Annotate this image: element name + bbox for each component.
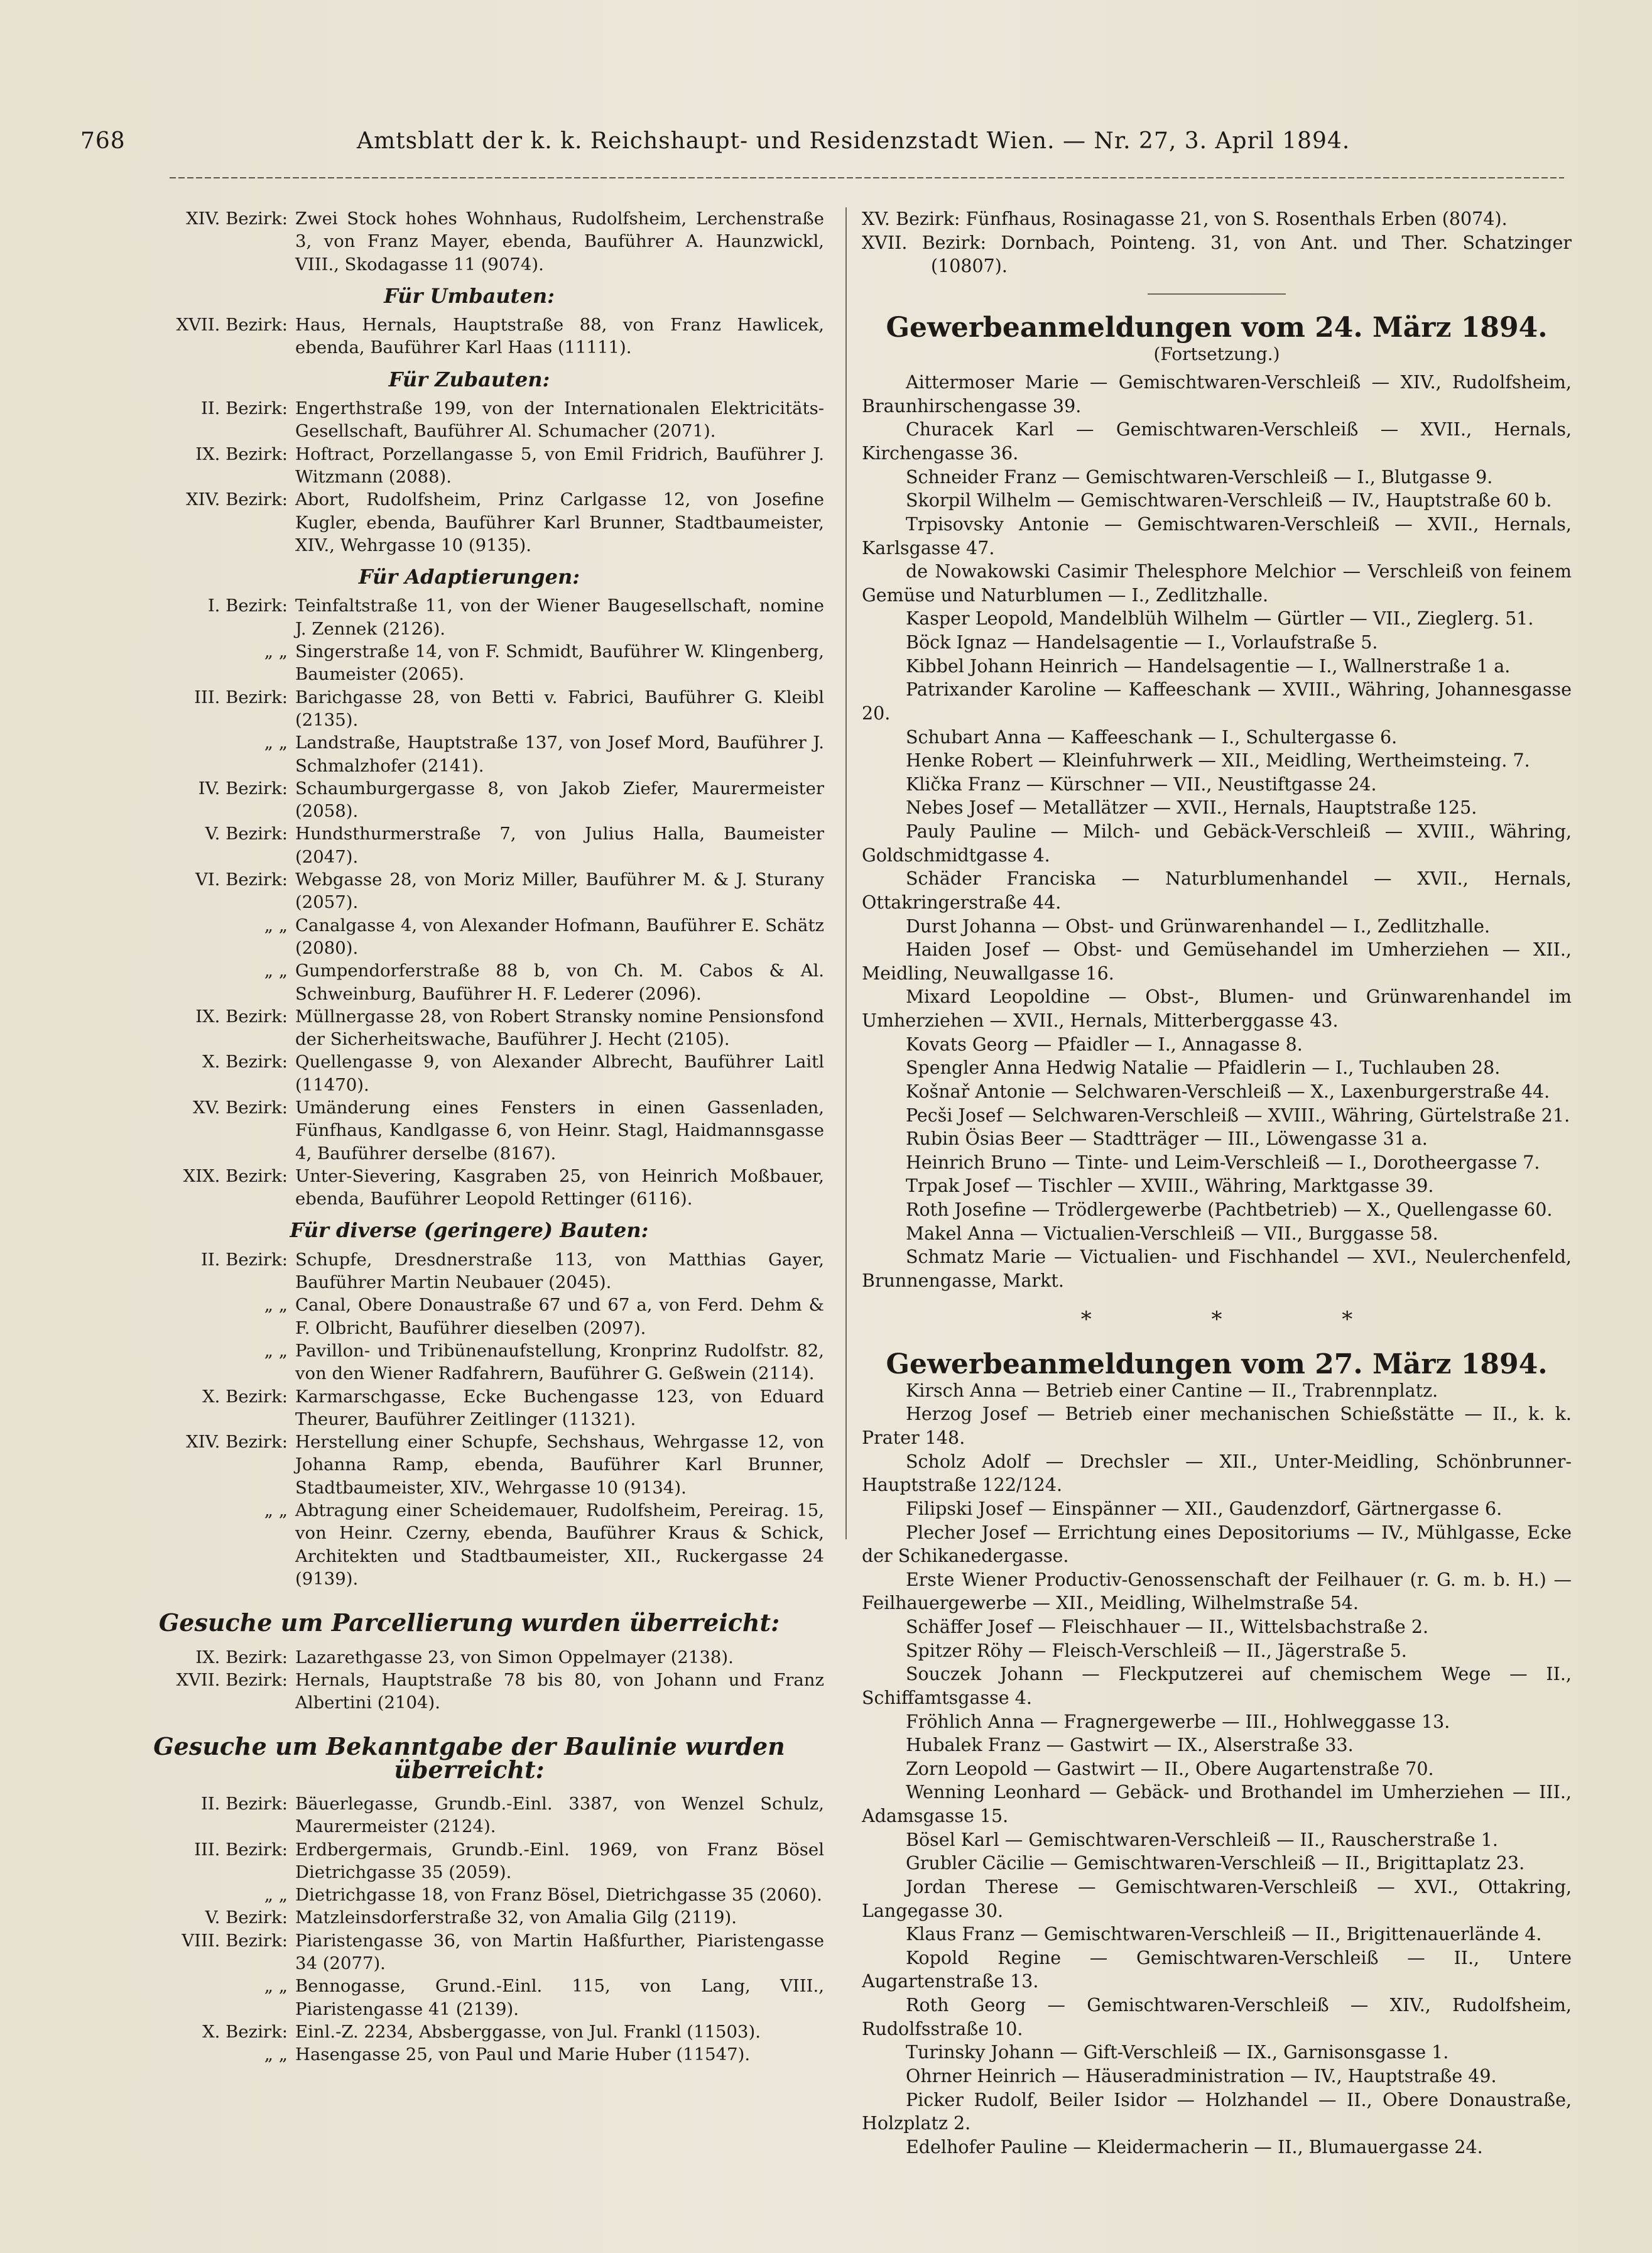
permit-entry — [114, 1294, 824, 1339]
district-label: „ „ — [264, 1295, 288, 1316]
separator-stars: * * * — [1080, 1306, 1410, 1332]
section-heading: Für Adaptierungen: — [358, 565, 580, 589]
registration-entry: Kopold Regine — Gemischtwaren-Verschleiß — II., Untere Augartenstraße 13. — [862, 1947, 1572, 1992]
entry-text: Webgasse 28, von Moriz Miller, Bauführer M. & J. Sturany (2057). — [295, 870, 824, 913]
permit-entry — [114, 731, 824, 777]
permit-entry — [114, 1431, 824, 1499]
permit-entry — [114, 1646, 824, 1669]
permit-entry: XVII. Bezirk: Dornbach, Pointeng. 31, von Ant. und Ther. Schatzinger (10807). — [862, 232, 1572, 277]
permit-entry — [114, 207, 824, 276]
registration-entry: Schäder Franciska — Naturblumenhandel — XVII., Hernals, Ottakringerstraße 44. — [862, 868, 1572, 913]
permit-entry — [114, 1929, 824, 1975]
permit-entry — [114, 1906, 824, 1929]
entry-text: Singerstraße 14, von F. Schmidt, Bauführer W. Klingenberg, Baumeister (2065). — [295, 641, 824, 685]
entry-text: Teinfaltstraße 11, von der Wiener Baugesellschaft, nomine J. Zennek (2126). — [295, 596, 824, 639]
entry-text: Bäuerlegasse, Grundb.-Einl. 3387, von Wenzel Schulz, Maurermeister (2124). — [295, 1794, 824, 1837]
entry-text: Engerthstraße 199, von der Internationalen Elektricitäts-Gesellschaft, Bauführer Al. Schumacher (2071). — [295, 398, 824, 442]
permit-entry — [114, 594, 824, 640]
registrations-subtitle: (Fortsetzung.) — [1153, 343, 1280, 364]
registration-entry: Kovats Georg — Pfaidler — I., Annagasse 8. — [906, 1034, 1303, 1055]
registration-entry: Filipski Josef — Einspänner — XII., Gaudenzdorf, Gärtnergasse 6. — [906, 1498, 1503, 1519]
district-label: XVII. Bezirk: — [176, 315, 288, 335]
registration-entry: Roth Georg — Gemischtwaren-Verschleiß — XIV., Rudolfsheim, Rudolfsstraße 10. — [862, 1995, 1572, 2039]
permit-entry — [114, 1248, 824, 1294]
registration-entry: Klička Franz — Kürschner — VII., Neustiftgasse 24. — [906, 773, 1377, 795]
right-column — [862, 207, 1572, 2159]
registration-entry: Churacek Karl — Gemischtwaren-Verschleiß — XVII., Hernals, Kirchengasse 36. — [862, 419, 1572, 464]
permit-entry — [114, 1884, 824, 1906]
permit-entry — [114, 868, 824, 914]
permit-entry — [114, 1499, 824, 1590]
district-label: III. Bezirk: — [194, 687, 288, 707]
district-label: „ „ — [264, 1885, 288, 1906]
entry-text: Lazarethgasse 23, von Simon Oppelmayer (2138). — [295, 1647, 734, 1667]
section-heading: Für Zubauten: — [388, 367, 550, 391]
entry-text: Schaumburgergasse 8, von Jakob Ziefer, Maurermeister (2058). — [295, 778, 824, 822]
entry-text: Matzleinsdorferstraße 32, von Amalia Gilg (2119). — [295, 1907, 737, 1928]
permit-entry — [114, 314, 824, 359]
entry-text: Hernals, Hauptstraße 78 bis 80, von Johann und Franz Albertini (2104). — [295, 1669, 824, 1713]
district-label: V. Bezirk: — [205, 1907, 288, 1928]
district-label: XVII. Bezirk: — [176, 1669, 288, 1690]
registration-entry: Jordan Therese — Gemischtwaren-Verschleiß — XVI., Ottakring, Langegasse 30. — [862, 1876, 1572, 1921]
district-label: „ „ — [264, 1340, 288, 1361]
registrations-heading: Gewerbeanmeldungen vom 27. März 1894. — [886, 1348, 1548, 1381]
permit-entry — [114, 959, 824, 1005]
registration-entry: Kirsch Anna — Betrieb einer Cantine — II., Trabrennplatz. — [906, 1380, 1438, 1401]
entry-text: Bennogasse, Grund.-Einl. 115, von Lang, VIII., Piaristengasse 41 (2139). — [295, 1976, 824, 2019]
registration-entry: Mixard Leopoldine — Obst-, Blumen- und Grünwarenhandel im Umherziehen — XVII., Hernals, Mitterberggasse 43. — [862, 986, 1572, 1031]
registration-entry: Trpisovsky Antonie — Gemischtwaren-Verschleiß — XVII., Hernals, Karlsgasse 47. — [862, 513, 1572, 559]
section-heading: Für Umbauten: — [384, 283, 555, 308]
entry-text: Umänderung eines Fensters in einen Gassenladen, Fünfhaus, Kandlgasse 6, von Heinr. Stagl, Haidmannsgasse 4, Bauführer derselbe (8167). — [295, 1097, 824, 1164]
district-label: XIV. Bezirk: — [186, 489, 288, 510]
permit-entry — [114, 1792, 824, 1838]
entry-text: Canalgasse 4, von Alexander Hofmann, Bauführer E. Schätz (2080). — [295, 915, 824, 958]
registration-entry: Souczek Johann — Fleckputzerei auf chemischem Wege — II., Schiffamtsgasse 4. — [862, 1664, 1572, 1708]
entry-text: Pavillon- und Tribünenaufstellung, Kronprinz Rudolfstr. 82, von den Wiener Radfahrern, Bauführer G. Geßwein (2114). — [295, 1340, 824, 1384]
entry-text: Abtragung einer Scheidemauer, Rudolfsheim, Pereirag. 15, von Heinr. Czerny, ebenda, Bauführer Kraus & Schick, Architekten und Stadtbaumeister, XII., Ruckergasse 24 (9139). — [295, 1500, 824, 1589]
permit-entry — [114, 397, 824, 443]
permit-entry — [114, 2043, 824, 2066]
registration-entry: Skorpil Wilhelm — Gemischtwaren-Verschleiß — IV., Hauptstraße 60 b. — [906, 490, 1552, 511]
registration-entry: Picker Rudolf, Beiler Isidor — Holzhandel — II., Obere Donaustraße, Holzplatz 2. — [862, 2089, 1572, 2134]
entry-text: Einl.-Z. 2234, Absberggasse, von Jul. Frankl (11503). — [295, 2021, 761, 2042]
registration-entry: Ohrner Heinrich — Häuseradministration — IV., Hauptstraße 49. — [906, 2065, 1497, 2087]
registration-entry: Henke Robert — Kleinfuhrwerk — XII., Meidling, Wertheimsteing. 7. — [906, 750, 1530, 772]
permit-entry — [114, 1975, 824, 2021]
district-label: III. Bezirk: — [194, 1839, 288, 1860]
registration-entry: Böck Ignaz — Handelsagentie — I., Vorlaufstraße 5. — [906, 632, 1378, 653]
district-label: „ „ — [264, 1500, 288, 1521]
entry-text: Landstraße, Hauptstraße 137, von Josef Mord, Bauführer J. Schmalzhofer (2141). — [295, 733, 824, 776]
permit-entry — [114, 822, 824, 868]
registration-entry: Fröhlich Anna — Fragnergewerbe — III., Hohlweggasse 13. — [906, 1711, 1450, 1732]
registration-entry: Pecši Josef — Selchwaren-Verschleiß — XVIII., Währing, Gürtelstraße 21. — [906, 1105, 1570, 1126]
district-label: I. Bezirk: — [207, 596, 288, 616]
registration-entry: Spitzer Röhy — Fleisch-Verschleiß — II., Jägerstraße 5. — [906, 1640, 1407, 1661]
registration-entry: Scholz Adolf — Drechsler — XII., Unter-Meidling, Schönbrunner-Hauptstraße 122/124. — [862, 1451, 1572, 1496]
registration-entry: Grubler Cäcilie — Gemischtwaren-Verschleiß — II., Brigittaplatz 23. — [906, 1853, 1525, 1874]
permit-entry — [114, 2021, 824, 2043]
registration-entry: Roth Josefine — Trödlergewerbe (Pachtbetrieb) — X., Quellengasse 60. — [906, 1199, 1553, 1220]
district-label: XIV. Bezirk: — [186, 1432, 288, 1453]
district-label: „ „ — [264, 2044, 288, 2065]
registration-entry: Zorn Leopold — Gastwirt — II., Obere Augartenstraße 70. — [906, 1758, 1434, 1779]
registrations-heading: Gewerbeanmeldungen vom 24. März 1894. — [886, 311, 1548, 344]
registration-entry: Hubalek Franz — Gastwirt — IX., Alserstraße 33. — [906, 1735, 1354, 1756]
district-label: II. Bezirk: — [200, 1249, 288, 1270]
registration-entry: Herzog Josef — Betrieb einer mechanischen Schießstätte — II., k. k. Prater 148. — [862, 1404, 1572, 1448]
registration-entry: Schmatz Marie — Victualien- und Fischhandel — XVI., Neulerchenfeld, Brunnengasse, Markt. — [862, 1247, 1572, 1291]
permit-entry — [114, 1096, 824, 1165]
registration-entry: Aittermoser Marie — Gemischtwaren-Verschleiß — XIV., Rudolfsheim, Braunhirschengasse 39. — [862, 372, 1572, 417]
registration-entry: Schubart Anna — Kaffeeschank — I., Schultergasse 6. — [906, 726, 1398, 748]
registration-entry: Kibbel Johann Heinrich — Handelsagentie — I., Wallnerstraße 1 a. — [906, 655, 1511, 677]
entry-text: Canal, Obere Donaustraße 67 und 67 a, von Ferd. Dehm & F. Olbricht, Bauführer dieselben (2097). — [295, 1295, 824, 1338]
entry-text: Abort, Rudolfsheim, Prinz Carlgasse 12, von Josefine Kugler, ebenda, Bauführer Karl Brunner, Stadtbaumeister, XIV., Wehrgasse 10 (9135). — [295, 489, 824, 555]
section-heading: Gesuche um Parcellierung wurden überreicht: — [158, 1608, 780, 1637]
district-label: X. Bezirk: — [202, 2021, 288, 2042]
registration-entry: Nebes Josef — Metallätzer — XVII., Hernals, Hauptstraße 125. — [906, 797, 1477, 819]
district-label: X. Bezirk: — [202, 1386, 288, 1407]
entry-text: Hasengasse 25, von Paul und Marie Huber (11547). — [295, 2044, 751, 2065]
registration-entry: Plecher Josef — Errichtung eines Depositoriums — IV., Mühlgasse, Ecke der Schikanedergasse. — [862, 1522, 1572, 1567]
entry-text: Haus, Hernals, Hauptstraße 88, von Franz Hawlicek, ebenda, Bauführer Karl Haas (11111). — [295, 315, 824, 358]
permit-entry — [114, 1838, 824, 1884]
district-label: X. Bezirk: — [202, 1052, 288, 1072]
left-column — [114, 207, 824, 2066]
district-label: XV. Bezirk: — [193, 1097, 288, 1118]
entry-text: Quellengasse 9, von Alexander Albrecht, Bauführer Laitl (11470). — [295, 1052, 824, 1095]
page-header — [80, 128, 1550, 166]
permit-entry — [114, 1165, 824, 1211]
column-divider — [845, 207, 847, 1539]
registration-entry: Schäffer Josef — Fleischhauer — II., Wittelsbachstraße 2. — [906, 1617, 1429, 1637]
entry-text: Erdbergermais, Grundb.-Einl. 1969, von Franz Bösel Dietrichgasse 35 (2059). — [295, 1839, 824, 1882]
page-number: 768 — [80, 128, 126, 154]
district-label: II. Bezirk: — [200, 1794, 288, 1814]
district-label: V. Bezirk: — [205, 824, 288, 844]
entry-text: Barichgasse 28, von Betti v. Fabrici, Bauführer G. Kleibl (2135). — [295, 687, 824, 730]
registration-entry: Erste Wiener Productiv-Genossenschaft der Feilhauer (r. G. m. b. H.) — Feilhauergewerbe — XII., Meidling, Wilhelmstraße 54. — [862, 1569, 1572, 1614]
district-label: VIII. Bezirk: — [182, 1930, 288, 1951]
registration-entry: Haiden Josef — Obst- und Gemüsehandel im Umherziehen — XII., Meidling, Neuwallgasse 16. — [862, 939, 1572, 984]
registration-entry: Patrixander Karoline — Kaffeeschank — XVIII., Währing, Johannesgasse 20. — [862, 679, 1572, 724]
registration-entry: Durst Johanna — Obst- und Grünwarenhandel — I., Zedlitzhalle. — [906, 915, 1491, 937]
permit-entry — [114, 1385, 824, 1431]
entry-text: Hoftract, Porzellangasse 5, von Emil Fridrich, Bauführer J. Witzmann (2088). — [295, 444, 824, 487]
entry-text: Karmarschgasse, Ecke Buchengasse 123, von Eduard Theurer, Bauführer Zeitlinger (11321). — [295, 1386, 824, 1429]
section-heading: Für diverse (geringere) Bauten: — [290, 1218, 649, 1243]
registration-entry: Pauly Pauline — Milch- und Gebäck-Verschleiß — XVIII., Währing, Goldschmidtgasse 4. — [862, 821, 1572, 866]
permit-entry — [114, 777, 824, 823]
registration-entry: Bösel Karl — Gemischtwaren-Verschleiß — II., Rauscherstraße 1. — [906, 1829, 1498, 1850]
district-label: „ „ — [264, 915, 288, 936]
permit-entry — [114, 1050, 824, 1096]
registration-entry: Košnař Antonie — Selchwaren-Verschleiß — X., Laxenburgerstraße 44. — [906, 1081, 1550, 1102]
district-label: IX. Bezirk: — [195, 444, 288, 464]
entry-text: Hundsthurmerstraße 7, von Julius Halla, Baumeister (2047). — [295, 824, 824, 867]
registration-entry: Wenning Leonhard — Gebäck- und Brothandel im Umherziehen — III., Adamsgasse 15. — [862, 1782, 1572, 1826]
registration-entry: Edelhofer Pauline — Kleidermacherin — II., Blumauergasse 24. — [906, 2136, 1483, 2158]
district-label: XIX. Bezirk: — [183, 1165, 288, 1186]
district-label: XIV. Bezirk: — [186, 209, 288, 229]
header-rule — [170, 177, 1564, 178]
registration-entry: Spengler Anna Hedwig Natalie — Pfaidlerin — I., Tuchlauben 28. — [906, 1057, 1501, 1079]
district-label: VI. Bezirk: — [195, 870, 288, 890]
district-label: IX. Bezirk: — [195, 1647, 288, 1667]
entry-text: Dietrichgasse 18, von Franz Bösel, Dietrichgasse 35 (2060). — [295, 1885, 822, 1906]
registration-entry: de Nowakowski Casimir Thelesphore Melchior — Verschleiß von feinem Gemüse und Naturblumen — I., Zedlitzhalle. — [862, 561, 1572, 606]
registration-entry: Klaus Franz — Gemischtwaren-Verschleiß — II., Brigittenauerlände 4. — [906, 1924, 1542, 1945]
permit-entry: XV. Bezirk: Fünfhaus, Rosinagasse 21, von S. Rosenthals Erben (8074). — [862, 209, 1508, 229]
permit-entry — [114, 488, 824, 557]
district-label: IX. Bezirk: — [195, 1006, 288, 1027]
entry-text: Piaristengasse 36, von Martin Haßfurther, Piaristengasse 34 (2077). — [295, 1930, 824, 1974]
permit-entry — [114, 443, 824, 489]
registration-entry: Schneider Franz — Gemischtwaren-Verschleiß — I., Blutgasse 9. — [906, 466, 1493, 488]
entry-text: Zwei Stock hohes Wohnhaus, Rudolfsheim, Lerchenstraße 3, von Franz Mayer, ebenda, Bauführer A. Haunzwickl, VIII., Skodagasse 11 (9074). — [295, 209, 824, 275]
district-label: „ „ — [264, 733, 288, 753]
entry-text: Unter-Sievering, Kasgraben 25, von Heinrich Moßbauer, ebenda, Bauführer Leopold Rettinger (6116). — [295, 1165, 824, 1209]
registration-entry: Rubin Ösias Beer — Stadtträger — III., Löwengasse 31 a. — [906, 1128, 1428, 1150]
registration-entry: Heinrich Bruno — Tinte- und Leim-Verschleiß — I., Dorotheergasse 7. — [906, 1152, 1540, 1173]
entry-text: Gumpendorferstraße 88 b, von Ch. M. Cabos & Al. Schweinburg, Bauführer H. F. Lederer (2096). — [295, 961, 824, 1004]
entry-text: Schupfe, Dresdnerstraße 113, von Matthias Gayer, Bauführer Martin Neubauer (2045). — [295, 1249, 824, 1293]
permit-entry — [114, 914, 824, 960]
running-title: Amtsblatt der k. k. Reichshaupt- und Residenzstadt Wien. — Nr. 27, 3. April 1894. — [357, 128, 1350, 154]
entry-text: Müllnergasse 28, von Robert Stransky nomine Pensionsfond der Sicherheitswache, Bauführer J. Hecht (2105). — [295, 1006, 824, 1050]
section-heading: Gesuche um Bekanntgabe der Baulinie wurden überreicht: — [153, 1732, 785, 1784]
district-label: II. Bezirk: — [200, 398, 288, 419]
registration-entry: Kasper Leopold, Mandelblüh Wilhelm — Gürtler — VII., Zieglerg. 51. — [906, 608, 1534, 630]
permit-entry — [114, 1669, 824, 1715]
permit-entry — [114, 686, 824, 732]
entry-text: Herstellung einer Schupfe, Sechshaus, Wehrgasse 12, von Johanna Ramp, ebenda, Bauführer Karl Brunner, Stadtbaumeister, XIV., Wehrgasse 10 (9134). — [295, 1432, 824, 1498]
permit-entry — [114, 1005, 824, 1051]
permit-entry — [114, 1339, 824, 1385]
short-rule — [1148, 293, 1286, 295]
permit-entry — [114, 640, 824, 686]
registration-entry: Trpak Josef — Tischler — XVIII., Währing, Marktgasse 39. — [906, 1176, 1434, 1197]
district-label: „ „ — [264, 1976, 288, 1997]
district-label: IV. Bezirk: — [198, 778, 288, 799]
district-label: „ „ — [264, 641, 288, 662]
registration-entry: Makel Anna — Victualien-Verschleiß — VII., Burggasse 58. — [906, 1223, 1438, 1244]
registration-entry: Turinsky Johann — Gift-Verschleiß — IX., Garnisonsgasse 1. — [906, 2042, 1449, 2063]
district-label: „ „ — [264, 961, 288, 981]
